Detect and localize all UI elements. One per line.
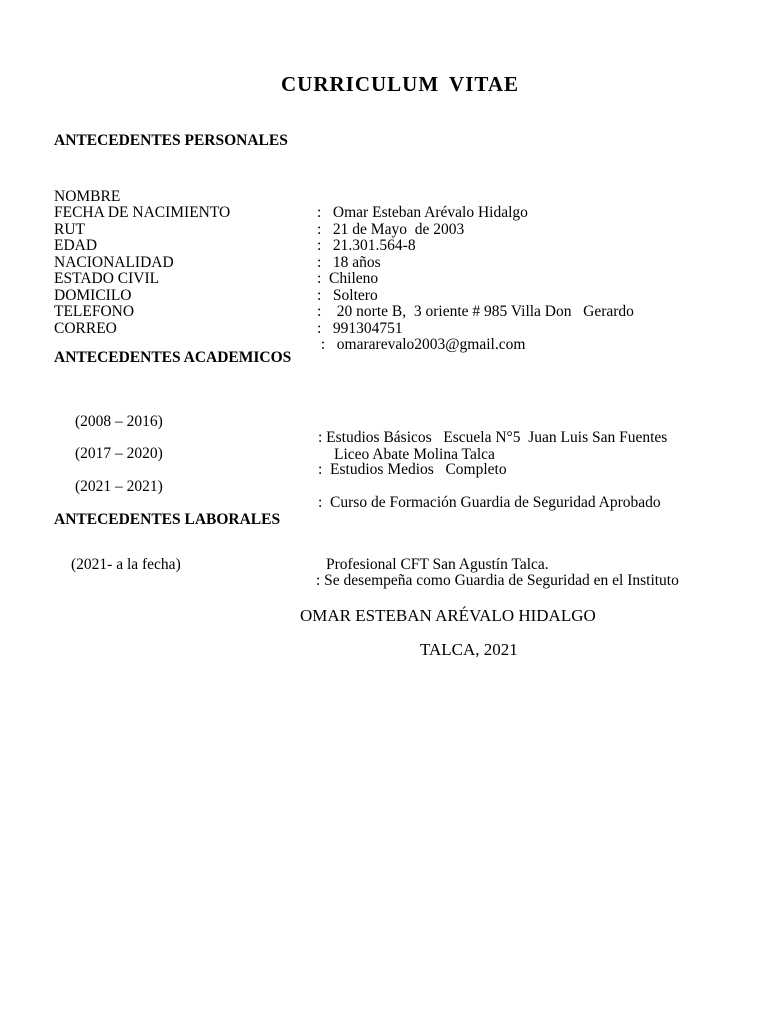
period-value: : Estudios Básicos Escuela N°5 Juan Luis San Fuentes [318,429,668,446]
field-label: TELEFONO [54,303,135,320]
field-value: : 20 norte B, 3 oriente # 985 Villa Don Gerardo [317,303,634,320]
work-continuation: Profesional CFT San Agustín Talca. [326,556,549,573]
field-value: : 991304751 [317,319,403,337]
period-value: : Estudios Medios Completo [318,461,507,478]
period-label: (2021- a la fecha) [71,555,181,573]
period-label: (2008 – 2016) [75,412,163,430]
field-label: NOMBRE [54,187,121,205]
field-label: EDAD [54,237,98,254]
signature-name: OMAR ESTEBAN ARÉVALO HIDALGO [300,606,596,625]
period-value: : Curso de Formación Guardia de Seguridad Aprobado [318,494,661,511]
field-label: FECHA DE NACIMIENTO [54,204,231,221]
academic-continuation: Liceo Abate Molina Talca [334,446,495,463]
personal-section-heading: ANTECEDENTES PERSONALES [54,132,288,149]
period-label: (2017 – 2020) [75,444,163,462]
field-label: DOMICILO [54,286,132,304]
field-value: : omararevalo2003@gmail.com [317,336,526,353]
field-value: : 21.301.564-8 [317,237,416,254]
academic-section-heading: ANTECEDENTES ACADEMICOS [54,349,292,366]
place-date: TALCA, 2021 [420,640,518,659]
field-value: : Chileno [317,270,379,287]
field-label: RUT [54,220,85,238]
field-label: ESTADO CIVIL [54,270,160,287]
field-value: : 18 años [317,253,381,271]
document-title: CURRICULUM VITAE [281,72,519,96]
field-value: : Soltero [317,286,378,304]
work-section-heading: ANTECEDENTES LABORALES [54,511,281,528]
period-value: : Se desempeña como Guardia de Seguridad en el Instituto [316,572,679,589]
field-value: : 21 de Mayo de 2003 [317,220,465,238]
period-label: (2021 – 2021) [75,477,163,495]
field-value: : Omar Esteban Arévalo Hidalgo [317,204,528,221]
field-label: NACIONALIDAD [54,253,174,271]
field-label: CORREO [54,319,117,337]
